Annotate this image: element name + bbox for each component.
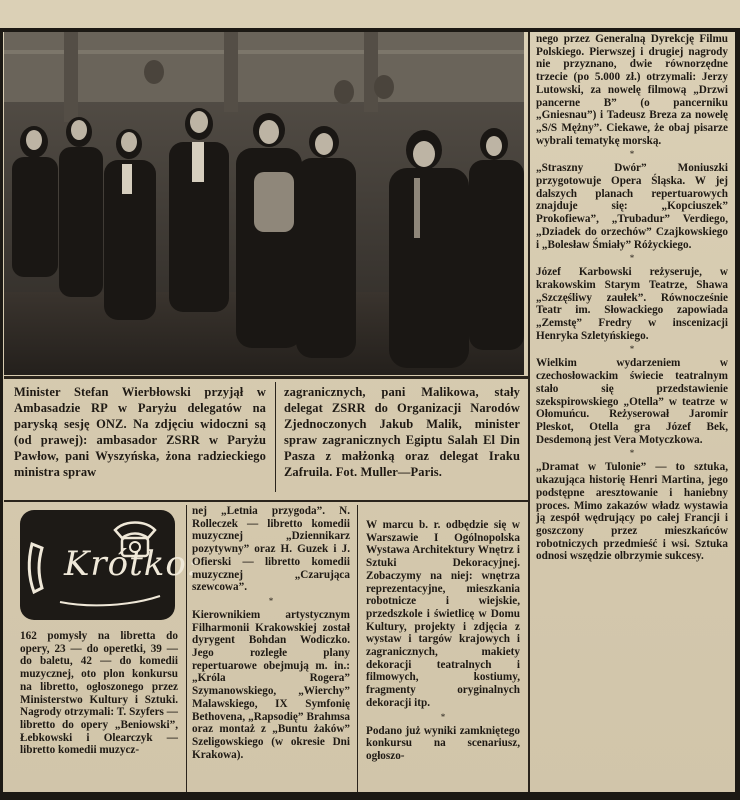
right-column-rule xyxy=(528,32,530,792)
krotko-logo xyxy=(20,510,200,620)
separator-star: * xyxy=(629,253,635,264)
article-wystawa: W marcu b. r. odbędzie się w Warszawie I Ogólnopolska Wystawa Architektury Wnętrz i Sztuki Dekoracyjnej. Zobaczymy na niej: wnętrza reprezentacyjne, mieszkania robotnicze i wiejskie, przedszkole i świetlicę w Domu Kultury, projekty i zdjęcia z wystaw i targów krajowych i zagranicznych, makiety dekoracji teatralnych i filmowych, kostiumy, fragmenty oryginalnych dekoracji itp. xyxy=(366,519,520,709)
column-2 xyxy=(192,505,350,763)
photo-illustration xyxy=(4,32,524,375)
separator-star: * xyxy=(440,711,446,722)
column-3 xyxy=(366,505,520,765)
separator-star: * xyxy=(629,149,635,160)
separator-star: * xyxy=(629,448,635,459)
separator-star: * xyxy=(268,595,274,606)
krotko-heading: Krótko: xyxy=(64,544,200,584)
article-karbowski: Józef Karbowski reżyseruje, w krakowskim Starym Teatrze, Shawa „Szczęśliwy zaułek”. Równocześnie Teatr im. Słowackiego zapowiada „Zemstę” Fredry w inscenizacji Henryka Szletyńskiego. xyxy=(536,266,728,342)
article-opera-silesia: „Straszny Dwór” Moniuszki przygotowuje Opera Śląska. W jej dalszych planach repertuarowych znajduje się: „Kopciuszek” Prokofiewa”, „Trubadur” Verdiego, „Dziadek do orzechów” Czajkowskiego i „Bolesław Śmiały” Różyckiego. xyxy=(536,162,728,251)
bottom-border xyxy=(0,792,740,800)
article-libretto-cont: nej „Letnia przygoda”. N. Rolleczek — libretto komedii muzycznej „Dziennikarz pozytywny” oraz H. Guzek i J. Ofierski — libretto komedii muzycznej „Czarująca szewcowa”. xyxy=(192,505,350,594)
separator-star: * xyxy=(629,344,635,355)
article-film-contest: nego przez Generalną Dyrekcję Filmu Polskiego. Pierwszej i drugiej nagrody nie przyznano, dwie równorzędne trzecie (po 5.000 zł.) otrzymali: Jerzy Lutowski, za nowelę filmową „Drzwi pancerne B” (o pancerniku „Gniesnau”) i Tadeusz Breza za nowelę „S/S Mężny”. Ciekawe, że obaj pisarze wybrali tematykę morską. xyxy=(536,33,728,147)
article-dramat-tulon: „Dramat w Tulonie” — to sztuka, ukazująca historię Henri Martina, jego podstępne aresztowanie i haniebny proces. Mimo zakazów władz wystawia ją zespół wędrujący po całej Francji i goszczony przez mieszkańców robotniczych przedmieść i wsi. Sztuka odnosi wszędzie olbrzymie sukcesy. xyxy=(536,461,728,563)
article-scenariusz: Podano już wyniki zamkniętego konkursu na scenariusz, ogłoszo- xyxy=(366,724,520,762)
article-otello: Wielkim wydarzeniem w czechosłowackim świecie teatralnym stało się przedstawienie szekspirowskiego „Otella” w teatrze w Ołomuńcu. Reżyserował Jaromir Pleskot, Otella gra Józef Bek, Desdemoną jest Vera Motyczkowa. xyxy=(536,357,728,446)
krotko-article: 162 pomysły na libretta do opery, 23 — do operetki, 39 — do baletu, 42 — do komedii muzycznej, oto plon konkursu na libretto, ogłoszonego przez Ministerstwo Kultury i Sztuki. Nagrody otrzymali: T. Szyfers — libretto do opery „Beniowski”, Łebkowski i Olearczyk — libretto komedii muzycz- xyxy=(20,630,178,757)
article-filharmonia: Kierownikiem artystycznym Filharmonii Krakowskiej został dyrygent Bohdan Wodiczko. Jego rozległe plany repertuarowe obejmują m. in.: „Króla Rogera” Szymanowskiego, „Wierchy” Malawskiego, IX Symfonię Bethovena, „Rapsodię” Brahmsa oraz montaż z „Buntu żaków” Szeligowskiego (w okresie Dni Krakowa). xyxy=(192,608,350,761)
caption-bottom-rule xyxy=(4,500,528,502)
reception-photo xyxy=(4,32,524,375)
right-border xyxy=(735,28,740,800)
left-border xyxy=(0,28,3,800)
col3-rule xyxy=(357,505,358,792)
photo-caption-left: Minister Stefan Wierbłowski przyjął w Ambasadzie RP w Paryżu delegatów na paryską sesję ONZ. Na zdjęciu widoczni są (od prawej): ambasador ZSRR w Paryżu Pawłow, pani Wyszyńska, żona radzieckiego ministra spraw xyxy=(14,385,266,479)
right-column xyxy=(536,33,728,565)
caption-column-rule xyxy=(275,382,276,492)
caption-top-rule xyxy=(4,376,528,379)
photo-caption-right: zagranicznych, pani Malikowa, stały delegat ZSRR do Organizacji Narodów Zjednoczonych Jakub Malik, minister spraw zagranicznych Egiptu Salah El Din Pasza z małżonką oraz delegat Iraku Zafruila. Fot. Muller—Paris. xyxy=(284,385,520,479)
